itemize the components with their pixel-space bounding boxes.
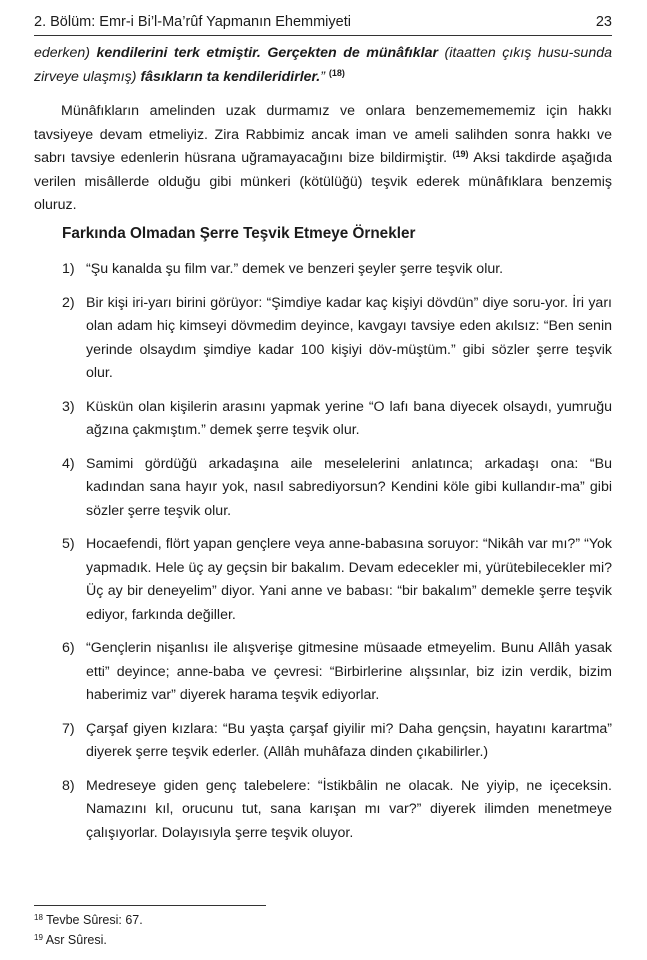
chapter-title: 2. Bölüm: Emr-i Bi’l-Ma’rûf Yapmanın Ehemmiyeti	[34, 14, 351, 30]
list-item-number: 1)	[62, 261, 75, 277]
list-item-text: Bir kişi iri-yarı birini görüyor: “Şimdiye kadar kaç kişiyi dövdün” diye soru-yor. İri yarı olan adam hiç kimseyi dövmedim deyince, kavgayı tavsiye eden akılsız: “Ben senin yerinde olsaydım şimdiye kadar 100 kişiyi döv-müştüm.” gibi sözler şerre teşvik olur.	[86, 294, 612, 381]
list-item-text: Medreseye giden genç talebelere: “İstikbâlin ne olacak. Ne yiyip, ne içeceksin. Namazını kıl, orucunu tut, sana karışan mı var?” diyerek ilimden menetmeye çalışıyorlar. Dolayısıyla şerre teşvik oluyor.	[86, 777, 612, 841]
paragraph-text-after: Aksi takdirde aşağıda verilen misâllerde olduğu gibi münkeri (kötülüğü) teşvik ederek münâfıklara benzemiş oluruz.	[34, 150, 612, 213]
examples-list	[62, 258, 612, 855]
list-item-number: 5)	[62, 536, 75, 552]
quote-part-1: ederken)	[34, 45, 97, 61]
footnote-divider	[34, 905, 266, 906]
list-item	[62, 396, 612, 443]
footnote-19	[34, 930, 612, 950]
list-item-number: 3)	[62, 398, 75, 415]
quote-paragraph	[34, 42, 612, 89]
list-item	[62, 637, 612, 708]
header-divider	[34, 35, 612, 36]
footnote-text: Asr Sûresi.	[42, 933, 107, 947]
page-number: 23	[595, 14, 612, 30]
list-item-text: Hocaefendi, flört yapan gençlere veya anne-babasına soruyor: “Nikâh var mı?” “Yok yapmadık. Hele üç ay geçsin bir bakalım. Devam edecekler mi, yürütebilecekler mi? Üç ay bir deneyelim” diyor. Yani anne ve babası: “bir bakalım” demekle şerre teşvik ediyor, farkında değiller.	[86, 536, 612, 623]
list-item	[62, 533, 612, 627]
footnote-18	[34, 910, 612, 930]
list-item	[62, 292, 612, 386]
quote-part-2: kendilerini terk etmiştir. Gerçekten de münâfıklar	[96, 45, 438, 61]
footnote-ref-18: (18)	[328, 67, 345, 78]
footnotes	[34, 910, 612, 950]
running-header	[34, 12, 612, 32]
list-item	[62, 775, 612, 846]
list-item-number: 6)	[62, 640, 75, 656]
list-item-number: 7)	[62, 720, 75, 737]
list-item-number: 2)	[62, 294, 75, 311]
section-heading: Farkında Olmadan Şerre Teşvik Etmeye Örnekler	[62, 225, 416, 242]
list-item	[62, 258, 612, 282]
list-item-number: 4)	[62, 455, 75, 472]
list-item	[62, 453, 612, 524]
footnote-number: 19	[34, 933, 43, 942]
quote-part-3: (itaatten çıkış husu-sunda zirveye ulaşmış)	[34, 45, 612, 85]
list-item-text: Küskün olan kişilerin arasını yapmak yerine “O lafı bana diyecek olsaydı, yumruğu ağzına çakmıştım.” demek şerre teşvik olur.	[86, 398, 612, 438]
footnote-ref-19: (19)	[452, 149, 469, 159]
list-item-text: Çarşaf giyen kızlara: “Bu yaşta çarşaf giyilir mi? Daha gençsin, hayatını karartma” diyerek şerre teşvik ederler. (Allâh muhâfaza dinden çıkabilirler.)	[86, 720, 612, 760]
list-item	[62, 718, 612, 765]
body-paragraph	[34, 100, 612, 218]
quote-part-4: fâsıkların ta kendileridirler.	[140, 68, 321, 85]
footnote-text: Tevbe Sûresi: 67.	[42, 913, 143, 927]
paragraph-text-before: Münâfıkların amelinden uzak durmamız ve onlara benzememememiz için hakkı tavsiyeye devam etmeliyiz. Zira Rabbimiz ancak iman ve ameli salihden sonra hakkı ve sabrı tavsiye edenlerin hüsrana uğramayacağını bize bildirmiştir.	[34, 103, 612, 166]
footnote-number: 18	[34, 913, 43, 922]
quote-part-5: ”	[320, 68, 325, 85]
list-item-text: “Şu kanalda şu film var.” demek ve benzeri şeyler şerre teşvik olur.	[86, 261, 504, 277]
list-item-text: Samimi gördüğü arkadaşına aile meselelerini anlatınca; arkadaşı ona: “Bu kadından sana hayır yok, nasıl sabrediyorsun? Kendini köle gibi kullandır-ma” gibi sözler şerre teşvik olur.	[86, 455, 612, 519]
list-item-number: 8)	[62, 777, 75, 794]
list-item-text: “Gençlerin nişanlısı ile alışverişe gitmesine müsaade etmeyelim. Bunu Allâh yasak etti” deyince; anne-baba ve çevresi: “Birbirlerine alışsınlar, biz izin verdik, bizim haberimiz var” diyerek harama teşvik ediyorlar.	[86, 640, 612, 703]
